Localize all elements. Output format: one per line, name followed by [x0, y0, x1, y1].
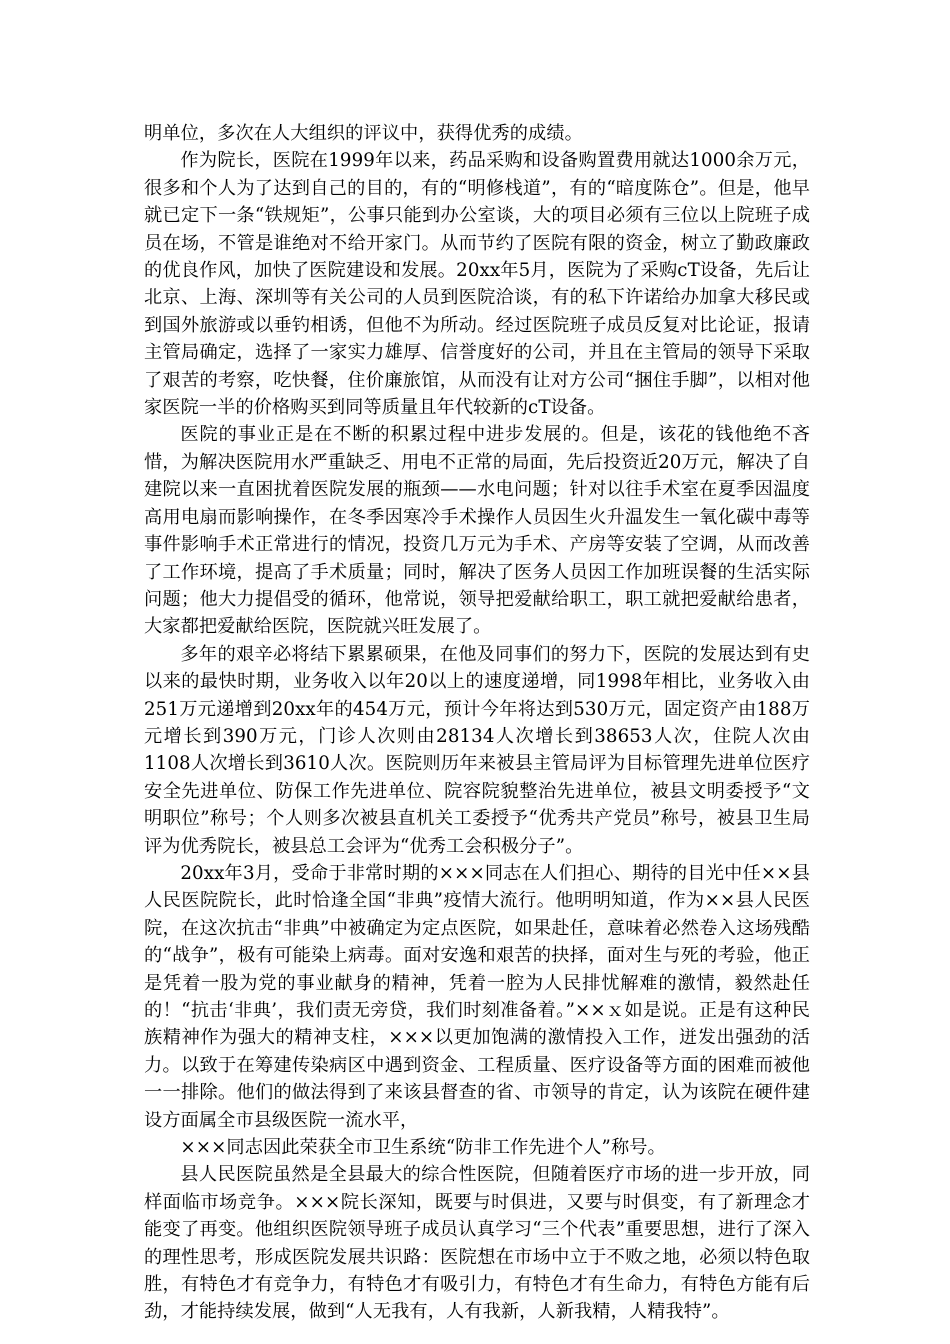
paragraph: ×××同志因此荣获全市卫生系统“防非工作先进个人”称号。	[180, 1137, 666, 1159]
paragraph: 多年的艰辛必将结下累累硕果，在他及同事们的努力下，医院的发展达到有史以来的最快时期，业务收入以年20以上的速度递增，同1998年相比，业务收入由251万元递增到20xx年的454万元，预计今年将达到530万元，固定资产由188万元增长到390万元，门诊人次则由28134人次增长到38653人次，住院人次由1108人次增长到3610人次。医院则历年来被县主管局评为目标管理先进单位医疗安全先进单位、防保工作先进单位、院容院貌整治先进单位，被县文明委授予“文明职位”称号；个人则多次被县直机关工委授予“优秀共产党员”称号，被县卫生局评为优秀院长，被县总工会评为“优秀工会积极分子”。	[144, 643, 810, 857]
document-body	[144, 120, 810, 1326]
paragraph: 医院的事业正是在不断的积累过程中进步发展的。但是，该花的钱他绝不吝惜，为解决医院用水严重缺乏、用电不正常的局面，先后投资近20万元，解决了自建院以来一直困扰着医院发展的瓶颈——水电问题；针对以往手术室在夏季因温度高用电扇而影响操作，在冬季因寒冷手术操作人员因生火升温发生一氧化碳中毒等事件影响手术正常进行的情况，投资几万元为手术、产房等安装了空调，从而改善了工作环境，提高了手术质量；同时，解决了医务人员因工作加班误餐的生活实际问题；他大力提倡受的循环，他常说，领导把爱献给职工，职工就把爱献给患者，大家都把爱献给医院，医院就兴旺发展了。	[144, 424, 810, 638]
paragraph: 20xx年3月，受命于非常时期的×××同志在人们担心、期待的目光中任××县人民医院院长，此时恰逢全国“非典”疫情大流行。他明明知道，作为××县人民医院，在这次抗击“非典”中被确定为定点医院，如果赴任，意味着必然卷入这场残酷的“战争”，极有可能染上病毒。面对安逸和艰苦的抉择，面对生与死的考验，他正是凭着一股为党的事业献身的精神，凭着一腔为人民排忧解难的激情，毅然赴任的！“抗击‘非典’，我们责无旁贷，我们时刻准备着。”××ｘ如是说。正是有这种民族精神作为强大的精神支柱，×××以更加饱满的激情投入工作，迸发出强劲的活力。以致于在筹建传染病区中遇到资金、工程质量、医疗设备等方面的困难而被他一一排除。他们的做法得到了来该县督查的省、市领导的肯定，认为该院在硬件建设方面属全市县级医院一流水平，	[144, 862, 810, 1131]
paragraph: 县人民医院虽然是全县最大的综合性医院，但随着医疗市场的进一步开放，同样面临市场竞争。×××院长深知，既要与时俱进，又要与时俱变，有了新理念才能变了再变。他组织医院领导班子成员认真学习“三个代表”重要思想，进行了深入的理性思考，形成医院发展共识路：医院想在市场中立于不败之地，必须以特色取胜，有特色才有竞争力，有特色才有吸引力，有特色才有生命力，有特色方能有后劲，才能持续发展，做到“人无我有，人有我新，人新我精，人精我特”。	[144, 1164, 810, 1323]
paragraph: 作为院长，医院在1999年以来，药品采购和设备购置费用就达1000余万元，很多和个人为了达到自己的目的，有的“明修栈道”，有的“暗度陈仓”。但是，他早就已定下一条“铁规矩”，公事只能到办公室谈，大的项目必须有三位以上院班子成员在场，不管是谁绝对不给开家门。从而节约了医院有限的资金，树立了勤政廉政的优良作风，加快了医院建设和发展。20xx年5月，医院为了采购cT设备，先后让北京、上海、深圳等有关公司的人员到医院洽谈，有的私下许诺给办加拿大移民或到国外旅游或以垂钓相诱，但他不为所动。经过医院班子成员反复对比论证，报请主管局确定，选择了一家实力雄厚、信誉度好的公司，并且在主管局的领导下采取了艰苦的考察，吃快餐，住价廉旅馆，从而没有让对方公司“捆住手脚”，以相对他家医院一半的价格购买到同等质量且年代较新的cT设备。	[144, 150, 810, 419]
paragraph-continuation: 明单位，多次在人大组织的评议中，获得优秀的成绩。	[144, 123, 583, 144]
